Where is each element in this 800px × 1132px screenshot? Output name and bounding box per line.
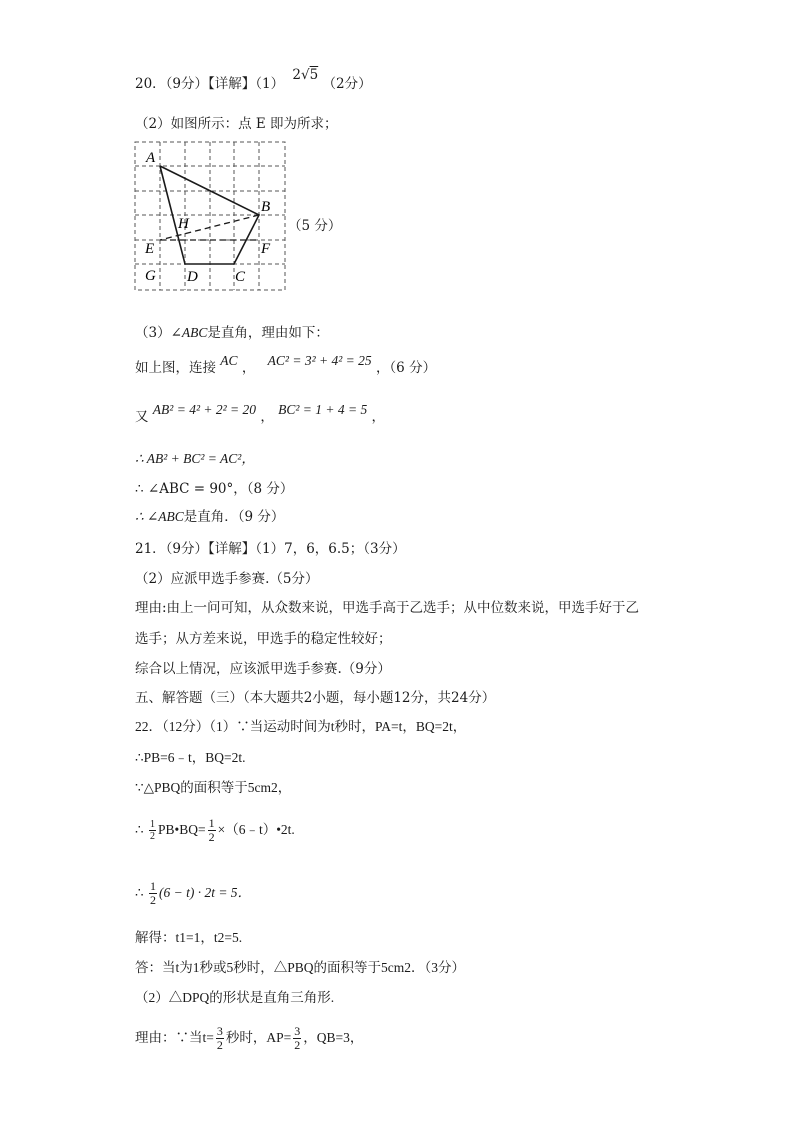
q22-part2: （2）△DPQ的形状是直角三角形.	[135, 990, 335, 1005]
label-h: H	[178, 216, 189, 232]
label-c: C	[235, 269, 246, 285]
geometry-grid-figure	[133, 140, 293, 295]
label-b: B	[261, 199, 271, 215]
q21-conclusion: 综合以上情况，应该派甲选手参赛.（9分）	[135, 661, 391, 677]
q20-part2: （2）如图所示：点 E 即为所求；	[135, 116, 338, 132]
figure-score: （5 分）	[288, 218, 342, 234]
q22-answer: 答：当t为1秒或5秒时，△PBQ的面积等于5cm2．（3分）	[135, 960, 466, 975]
q22-line-4: ∴ $\frac{1}{2}$ PB•BQ= $\frac{1}{2}$ ×（6﹣t）•2t.	[135, 816, 295, 845]
fraction-three-halves-ap: $\frac{3}{2}$	[294, 1024, 301, 1053]
q22-line-5: ∴ $\frac{1}{2}$ (6 − t) · 2t = 5．	[135, 879, 252, 908]
q22-line-2: ∴PB=6﹣t，BQ=2t.	[135, 750, 246, 765]
fraction-three-halves: $\frac{3}{2}$	[216, 1024, 223, 1053]
label-g: G	[145, 268, 156, 284]
grid-lines	[135, 142, 285, 290]
label-e: E	[145, 241, 155, 257]
q21-reason-1: 理由:由上一问可知，从众数来说，甲选手高于乙选手；从中位数来说，甲选手好于乙	[135, 600, 640, 616]
q22-line-1: 22．（12分）（1）∵当运动时间为t秒时，PA=t，BQ=2t，	[135, 719, 467, 734]
fraction-half-small: $\frac{1}{2}$	[149, 819, 155, 843]
q21-reason-2: 选手；从方差来说，甲选手的稳定性较好；	[135, 631, 392, 647]
label-d: D	[187, 269, 198, 285]
q20-part3: （3）∠ABC是直角，理由如下：	[135, 325, 329, 341]
q20-therefore-3: ∴ ∠ABC是直角．（9 分）	[135, 509, 285, 525]
label-a: A	[146, 150, 156, 166]
q20-ac-line: 如上图，连接 AC ， AC² = 3² + 4² = 25 ，（6 分）	[135, 353, 437, 376]
q20-therefore-1: ∴ AB² + BC² = AC²，	[135, 451, 255, 466]
fraction-half: $\frac{1}{2}$	[208, 816, 215, 845]
section-heading: 五、解答题（三）（本大题共2小题，每小题12分，共24分）	[135, 690, 496, 706]
q21-part2: （2）应派甲选手参赛.（5分）	[135, 571, 319, 587]
q21-header: 21．（9分）【详解】（1）7，6，6.5；（3分）	[135, 541, 406, 557]
q22-solve: 解得：t1=1，t2=5.	[135, 930, 243, 945]
q20-header: 20．（9分）【详解】（1） 2√5 （2分）	[135, 67, 372, 92]
fraction-half-eq: $\frac{1}{2}$	[149, 879, 156, 908]
q22-reason: 理由：∵当t= $\frac{3}{2}$ 秒时，AP= $\frac{3}{2}$ ，QB=3，	[135, 1024, 364, 1053]
q20-answer-1: 2√5	[292, 67, 319, 83]
label-f: F	[261, 241, 271, 257]
q20-therefore-2: ∴ ∠ABC = 90°，（8 分）	[135, 481, 294, 497]
q20-ab-bc-line: 又 AB² = 4² + 2² = 20 ， BC² = 1 + 4 = 5 ，	[135, 402, 386, 425]
q22-line-3: ∵△PBQ的面积等于5cm2，	[135, 780, 292, 795]
